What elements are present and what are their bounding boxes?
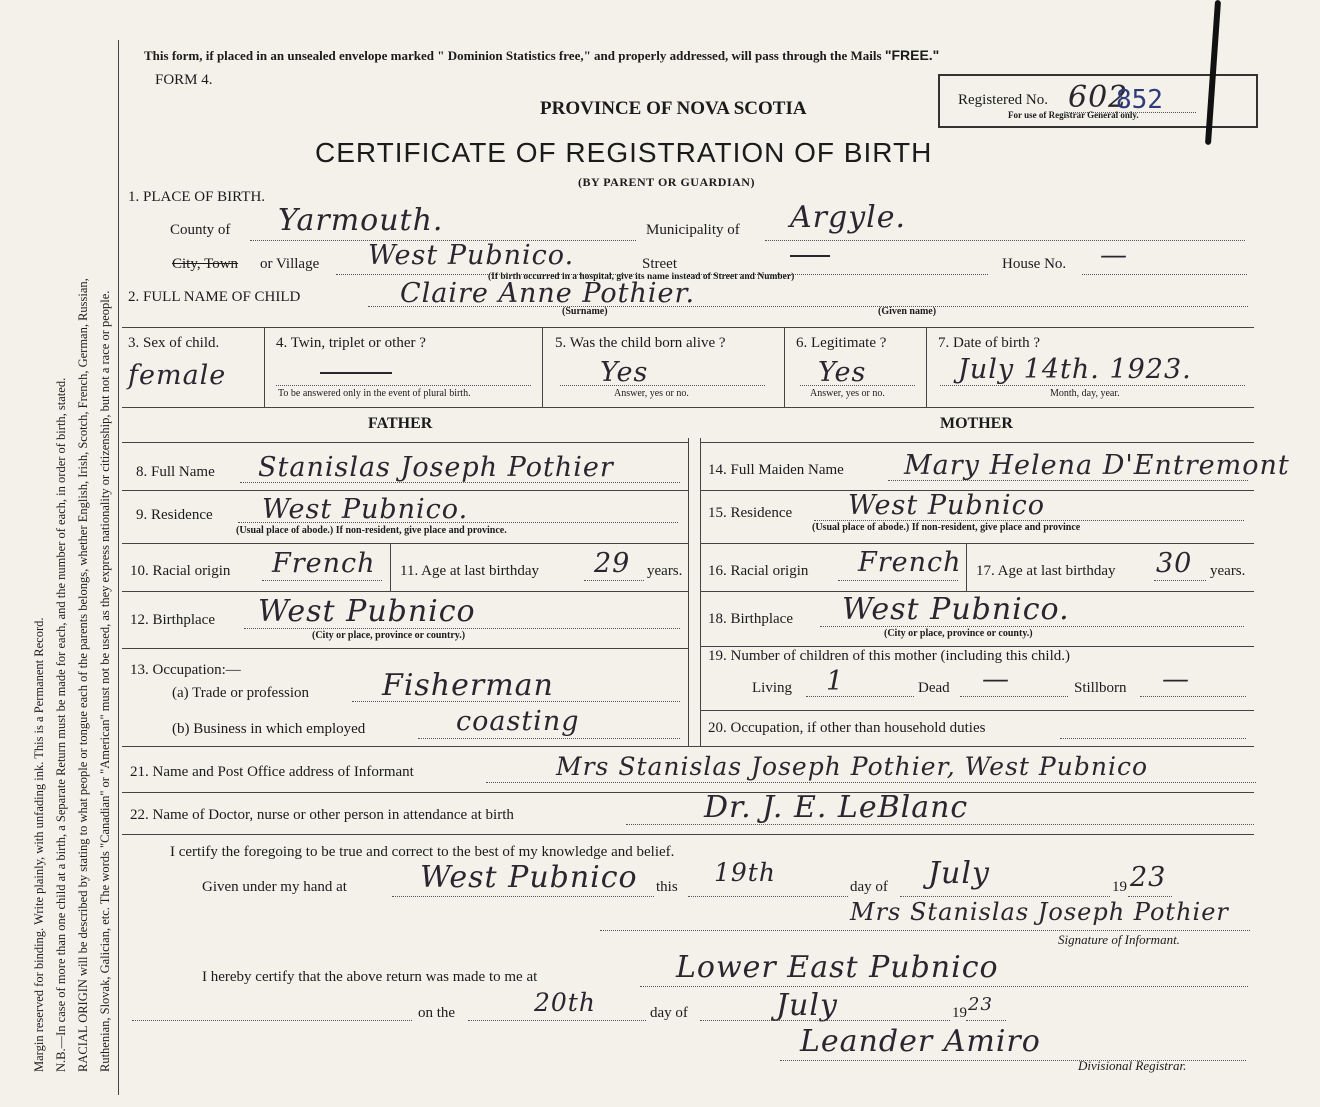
father-birthplace-line xyxy=(244,628,680,629)
given-day-of-label: day of xyxy=(850,879,888,895)
father-residence-value: West Pubnico. xyxy=(262,494,469,525)
hospital-note: (If birth occurred in a hospital, give its name instead of Street and Number) xyxy=(488,272,795,282)
father-heading: FATHER xyxy=(368,415,433,432)
certificate-subtitle: (BY PARENT OR GUARDIAN) xyxy=(578,175,755,189)
house-number-value: — xyxy=(1100,240,1128,271)
informant-value: Mrs Stanislas Joseph Pothier, West Pubnico xyxy=(556,752,1148,781)
street-label: Street xyxy=(642,256,677,272)
mother-age-line xyxy=(1154,580,1206,581)
father-name-value: Stanislas Joseph Pothier xyxy=(258,452,614,483)
city-town-label: City, Town xyxy=(172,256,239,272)
surname-caption: (Surname) xyxy=(562,306,608,317)
registrar-statement: I hereby certify that the above return was made to me at xyxy=(202,969,538,985)
father-birthplace-label: 12. Birthplace xyxy=(130,612,215,628)
father-residence-line xyxy=(238,522,678,523)
mother-name-value: Mary Helena D'Entremont xyxy=(904,450,1290,481)
alive-label: 5. Was the child born alive ? xyxy=(555,335,726,351)
mother-residence-caption: (Usual place of abode.) If non-resident, give place and province xyxy=(812,522,1081,533)
house-number-line xyxy=(1082,274,1247,275)
dead-label: Dead xyxy=(918,680,950,696)
postal-note xyxy=(144,47,939,64)
mother-row-18-border xyxy=(700,646,1254,647)
place-of-birth-heading: 1. PLACE OF BIRTH. xyxy=(128,189,266,205)
dead-line xyxy=(960,696,1068,697)
informant-signature-line xyxy=(600,930,1250,931)
dead-value: — xyxy=(982,664,1010,695)
row3-divider-1 xyxy=(264,327,265,407)
registrar-signature: Leander Amiro xyxy=(800,1024,1041,1059)
stillborn-label: Stillborn xyxy=(1074,680,1127,696)
legitimate-label: 6. Legitimate ? xyxy=(796,335,887,351)
alive-line xyxy=(560,385,765,386)
father-name-label: 8. Full Name xyxy=(136,464,215,480)
mother-row-16-divider xyxy=(966,543,967,591)
mother-heading: MOTHER xyxy=(940,415,1013,432)
father-business-line xyxy=(418,738,680,739)
mother-years-label: years. xyxy=(1210,563,1246,579)
living-value: 1 xyxy=(826,666,845,697)
mother-name-line xyxy=(888,480,1248,481)
street-dash xyxy=(790,255,830,257)
stillborn-value: — xyxy=(1162,664,1190,695)
row-22-bottom-border xyxy=(122,834,1254,835)
form-number: FORM 4. xyxy=(155,72,213,88)
father-row-10-divider xyxy=(390,543,391,591)
mother-age-label: 17. Age at last birthday xyxy=(976,563,1116,579)
postal-note-free: "FREE." xyxy=(884,47,940,63)
legitimate-line xyxy=(800,385,915,386)
county-value: Yarmouth. xyxy=(278,203,444,238)
certification-statement: I certify the foregoing to be true and correct to the best of my knowledge and belief. xyxy=(170,844,675,860)
informant-signature-caption: Signature of Informant. xyxy=(1058,932,1180,947)
given-name-caption: (Given name) xyxy=(878,306,937,317)
father-trade-line xyxy=(352,701,680,702)
row3-divider-4 xyxy=(926,327,927,407)
father-age-value: 29 xyxy=(594,548,631,579)
doctor-value: Dr. J. E. LeBlanc xyxy=(704,790,969,825)
row3-bottom-border xyxy=(122,407,1254,408)
registrar-month-value: July xyxy=(776,988,838,1023)
mother-children-label: 19. Number of children of this mother (including this child.) xyxy=(708,648,1071,664)
doctor-label: 22. Name of Doctor, nurse or other person in attendance at birth xyxy=(130,807,514,823)
father-racial-line xyxy=(262,580,382,581)
mother-residence-value: West Pubnico xyxy=(848,490,1046,521)
mother-birthplace-line xyxy=(820,626,1244,627)
sex-value: female xyxy=(128,360,227,391)
registrar-caption: Divisional Registrar. xyxy=(1078,1058,1187,1073)
mother-birthplace-value: West Pubnico. xyxy=(842,592,1070,627)
margin-note-racial-origin: RACIAL ORIGIN will be described by stating to what people or tongue each of the parents belongs, whether English, Irish, Scotch, French, German, Russian, xyxy=(76,278,90,1072)
father-birthplace-caption: (City or place, province or country.) xyxy=(312,630,466,641)
mother-column-left xyxy=(700,438,701,746)
father-row-9-border xyxy=(122,543,688,544)
margin-note-binding: Margin reserved for binding. Write plainly, with unfading ink. This is a Permanent Record. xyxy=(32,617,46,1072)
mother-birthplace-caption: (City or place, province or county.) xyxy=(884,628,1033,639)
father-age-label: 11. Age at last birthday xyxy=(400,563,539,579)
row-21-top-border xyxy=(122,746,1254,747)
living-label: Living xyxy=(752,680,792,696)
registrar-year-line xyxy=(966,1020,1006,1021)
informant-label: 21. Name and Post Office address of Informant xyxy=(130,764,414,780)
twin-label: 4. Twin, triplet or other ? xyxy=(276,335,426,351)
father-occupation-label: 13. Occupation:— xyxy=(130,662,241,678)
father-racial-label: 10. Racial origin xyxy=(130,563,231,579)
mother-top-border xyxy=(700,442,1254,443)
dob-label: 7. Date of birth ? xyxy=(938,335,1041,351)
informant-line xyxy=(486,782,1256,783)
mother-name-label: 14. Full Maiden Name xyxy=(708,462,844,478)
father-birthplace-value: West Pubnico xyxy=(258,594,476,629)
margin-note-racial-origin-continued: Ruthenian, Slovak, Galician, etc. The words "Canadian" or "American" must not be used, as they express nationality or citizenship, but not a race or people. xyxy=(98,290,112,1072)
mother-birthplace-label: 18. Birthplace xyxy=(708,611,793,627)
dob-caption: Month, day, year. xyxy=(1050,388,1120,399)
county-label: County of xyxy=(170,222,231,238)
dob-line xyxy=(940,385,1245,386)
province-title: PROVINCE OF NOVA SCOTIA xyxy=(540,98,807,119)
legitimate-value: Yes xyxy=(818,357,867,388)
registrar-place-value: Lower East Pubnico xyxy=(676,950,999,985)
given-this-label: this xyxy=(656,879,678,895)
father-row-8-border xyxy=(122,490,688,491)
registrar-day-of-label: day of xyxy=(650,1005,688,1021)
municipality-value: Argyle. xyxy=(790,200,907,235)
registrar-year-prefix: 19 xyxy=(952,1005,967,1021)
certificate-title: CERTIFICATE OF REGISTRATION OF BIRTH xyxy=(315,137,933,168)
registered-number-handwritten: 602 xyxy=(1068,80,1129,115)
row-21-bottom-border xyxy=(122,792,1254,793)
doctor-line xyxy=(626,824,1254,825)
binding-margin-line xyxy=(118,40,119,1095)
child-name-line xyxy=(368,306,1248,307)
given-year-line xyxy=(1128,896,1172,897)
registrar-month-line xyxy=(700,1020,950,1021)
father-age-line xyxy=(584,580,644,581)
father-row-10-border xyxy=(122,591,688,592)
father-row-12-border xyxy=(122,648,688,649)
given-label: Given under my hand at xyxy=(202,879,347,895)
informant-signature: Mrs Stanislas Joseph Pothier xyxy=(850,898,1229,926)
twin-line xyxy=(276,385,531,386)
child-name-label: 2. FULL NAME OF CHILD xyxy=(128,289,301,305)
given-year-prefix: 19 xyxy=(1112,879,1127,895)
municipality-line xyxy=(765,240,1245,241)
given-place-line xyxy=(392,896,654,897)
given-day-value: 19th xyxy=(714,858,776,887)
registered-number-stamp: 852 xyxy=(1116,85,1163,115)
legitimate-caption: Answer, yes or no. xyxy=(810,388,885,399)
mother-row-19-border xyxy=(700,710,1254,711)
child-name-value: Claire Anne Pothier. xyxy=(400,278,696,309)
mother-racial-label: 16. Racial origin xyxy=(708,563,809,579)
alive-caption: Answer, yes or no. xyxy=(614,388,689,399)
municipality-label: Municipality of xyxy=(646,222,740,238)
father-trade-label: (a) Trade or profession xyxy=(172,685,310,701)
mother-occupation-line xyxy=(1060,738,1246,739)
father-name-line xyxy=(240,482,680,483)
registrar-day-line xyxy=(468,1020,646,1021)
father-business-label: (b) Business in which employed xyxy=(172,721,366,737)
given-month-value: July xyxy=(928,856,990,891)
father-residence-caption: (Usual place of abode.) If non-resident, give place and province. xyxy=(236,525,507,536)
mother-racial-value: French xyxy=(858,547,962,578)
village-label: or Village xyxy=(260,256,320,272)
mother-row-15-border xyxy=(700,543,1254,544)
given-day-line xyxy=(688,896,848,897)
house-number-label: House No. xyxy=(1002,256,1067,272)
postal-note-text: This form, if placed in an unsealed envelope marked " Dominion Statistics free," and properly addressed, will pass through the Mails xyxy=(144,48,882,63)
given-year-value: 23 xyxy=(1130,862,1167,893)
registrar-leading-line xyxy=(132,1020,412,1021)
father-top-border xyxy=(122,442,688,443)
dob-value: July 14th. 1923. xyxy=(958,354,1192,385)
registrar-on-the-label: on the xyxy=(418,1005,456,1021)
mother-racial-line xyxy=(838,580,958,581)
row3-top-border xyxy=(122,327,1254,328)
twin-value-dash xyxy=(320,372,392,374)
mother-residence-line xyxy=(814,520,1244,521)
mother-occupation-label: 20. Occupation, if other than household duties xyxy=(708,720,986,736)
twin-caption: To be answered only in the event of plural birth. xyxy=(278,388,471,399)
row3-divider-3 xyxy=(784,327,785,407)
mother-age-value: 30 xyxy=(1156,548,1193,579)
row3-divider-2 xyxy=(542,327,543,407)
registrar-year-value: 23 xyxy=(968,994,993,1015)
registrar-day-value: 20th xyxy=(534,988,596,1017)
father-column-right xyxy=(688,438,689,746)
father-business-value: coasting xyxy=(456,706,580,737)
sex-label: 3. Sex of child. xyxy=(128,335,220,351)
father-years-label: years. xyxy=(647,563,683,579)
given-month-line xyxy=(900,896,1110,897)
registrar-use-note: For use of Registrar General only. xyxy=(1008,110,1139,120)
stillborn-line xyxy=(1140,696,1246,697)
alive-value: Yes xyxy=(600,357,649,388)
father-racial-value: French xyxy=(272,548,376,579)
village-value: West Pubnico. xyxy=(368,240,575,271)
registered-label: Registered No. xyxy=(958,92,1048,108)
father-trade-value: Fisherman xyxy=(382,668,554,703)
father-residence-label: 9. Residence xyxy=(136,507,213,523)
margin-note-multiple-births: N.B.—In case of more than one child at a birth, a Separate Return must be made for each, and the number of each, in order of birth, stated. xyxy=(54,377,68,1072)
registrar-place-line xyxy=(640,986,1248,987)
living-line xyxy=(806,696,914,697)
given-place-value: West Pubnico xyxy=(420,860,638,895)
mother-residence-label: 15. Residence xyxy=(708,505,793,521)
